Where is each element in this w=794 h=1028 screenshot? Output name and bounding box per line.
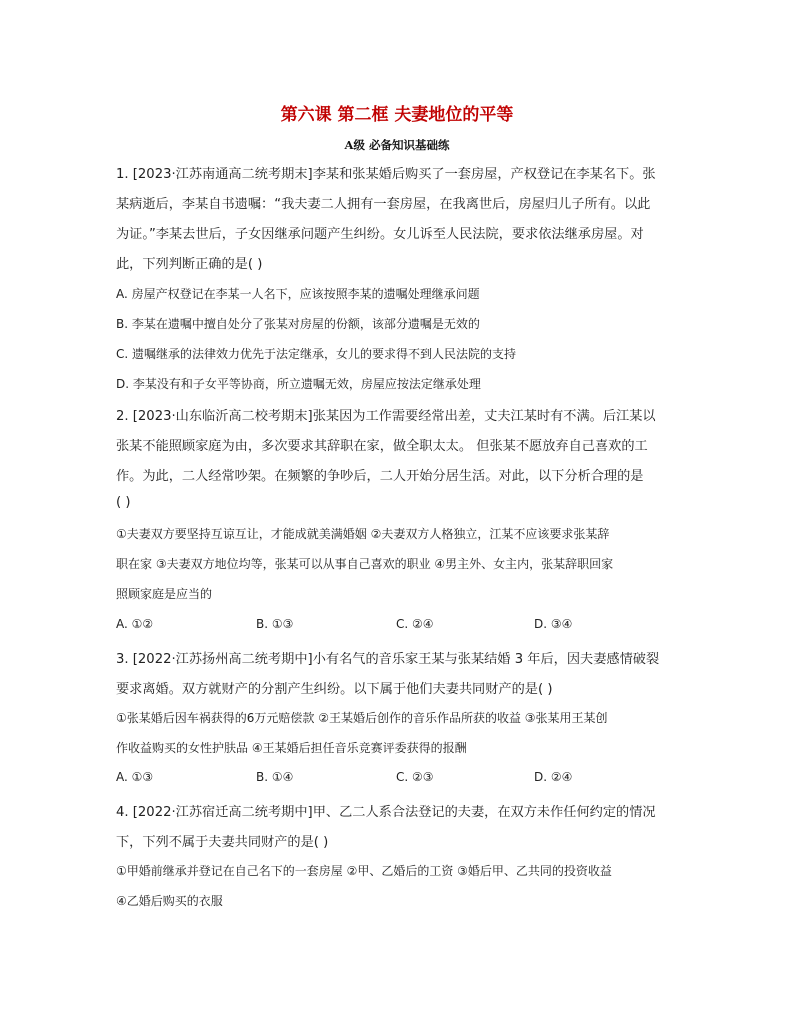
q3-options — [116, 770, 682, 788]
q4-line: 下，下列不属于夫妻共同财产的是( ) — [116, 835, 329, 850]
q2-line: 2. [2023·山东临沂高二校考期末]张某因为工作需要经常出差，丈夫江某时有不满。后江某以 — [116, 409, 656, 424]
q1-line: 某病逝后，李某自书遗嘱：“我夫妻二人拥有一套房屋，在我离世后，房屋归儿子所有。以此 — [116, 197, 651, 212]
q3-statements: 作收益购买的女性护肤品 ④王某婚后担任音乐竞赛评委获得的报酬 — [116, 741, 467, 755]
q3-statements: ①张某婚后因车祸获得的6万元赔偿款 ②王某婚后创作的音乐作品所获的收益 ③张某用王某创 — [116, 711, 608, 725]
q2-option-d: D. ③④ — [534, 617, 573, 631]
q3-option-b: B. ①④ — [256, 770, 294, 784]
q1-line: 为证。”李某去世后，子女因继承问题产生纠纷。女儿诉至人民法院，要求依法继承房屋。对 — [116, 227, 644, 242]
q2-line: ( ) — [116, 495, 131, 510]
q2-line: 张某不能照顾家庭为由，多次要求其辞职在家，做全职太太。 但张某不愿放弃自己喜欢的工 — [116, 439, 648, 454]
q2-statements: 职在家 ③夫妻双方地位均等，张某可以从事自己喜欢的职业 ④男主外、女主内，张某辞职回家 — [116, 557, 614, 571]
q4-statements: ④乙婚后购买的衣服 — [116, 894, 223, 908]
q1-option-c: C. 遗嘱继承的法律效力优先于法定继承，女儿的要求得不到人民法院的支持 — [116, 347, 517, 361]
q1-option-a: A. 房屋产权登记在李某一人名下，应该按照李某的遗嘱处理继承问题 — [116, 287, 480, 301]
q2-statements: 照顾家庭是应当的 — [116, 587, 213, 601]
q2-option-c: C. ②④ — [396, 617, 434, 631]
q3-option-a: A. ①③ — [116, 770, 154, 784]
q2-option-a: A. ①② — [116, 617, 154, 631]
q3-line: 3. [2022·江苏扬州高二统考期中]小有名气的音乐家王某与张某结婚 3 年后，因夫妻感情破裂 — [116, 652, 660, 667]
section-subtitle: A级 必备知识基础练 — [344, 138, 450, 152]
q3-line: 要求离婚。双方就财产的分割产生纠纷。以下属于他们夫妻共同财产的是( ) — [116, 682, 553, 697]
q1-line: 1. [2023·江苏南通高二统考期末]李某和张某婚后购买了一套房屋，产权登记在李某名下。张 — [116, 167, 656, 182]
q1-option-d: D. 李某没有和子女平等协商，所立遗嘱无效，房屋应按法定继承处理 — [116, 377, 481, 391]
q2-statements: ①夫妻双方要坚持互谅互让，才能成就美满婚姻 ②夫妻双方人格独立，江某不应该要求张某辞 — [116, 527, 610, 541]
q4-line: 4. [2022·江苏宿迁高二统考期中]甲、乙二人系合法登记的夫妻，在双方未作任何约定的情况 — [116, 805, 656, 820]
q2-line: 作。为此，二人经常吵架。在频繁的争吵后，二人开始分居生活。对此，以下分析合理的是 — [116, 469, 644, 484]
q4-statements: ①甲婚前继承并登记在自己名下的一套房屋 ②甲、乙婚后的工资 ③婚后甲、乙共同的投资收益 — [116, 864, 612, 878]
q3-option-d: D. ②④ — [534, 770, 573, 784]
q3-option-c: C. ②③ — [396, 770, 434, 784]
page-title: 第六课 第二框 夫妻地位的平等 — [280, 105, 514, 125]
q2-option-b: B. ①③ — [256, 617, 294, 631]
q1-option-b: B. 李某在遗嘱中擅自处分了张某对房屋的份额，该部分遗嘱是无效的 — [116, 317, 480, 331]
q2-options — [116, 617, 682, 635]
q1-line: 此，下列判断正确的是( ) — [116, 257, 263, 272]
